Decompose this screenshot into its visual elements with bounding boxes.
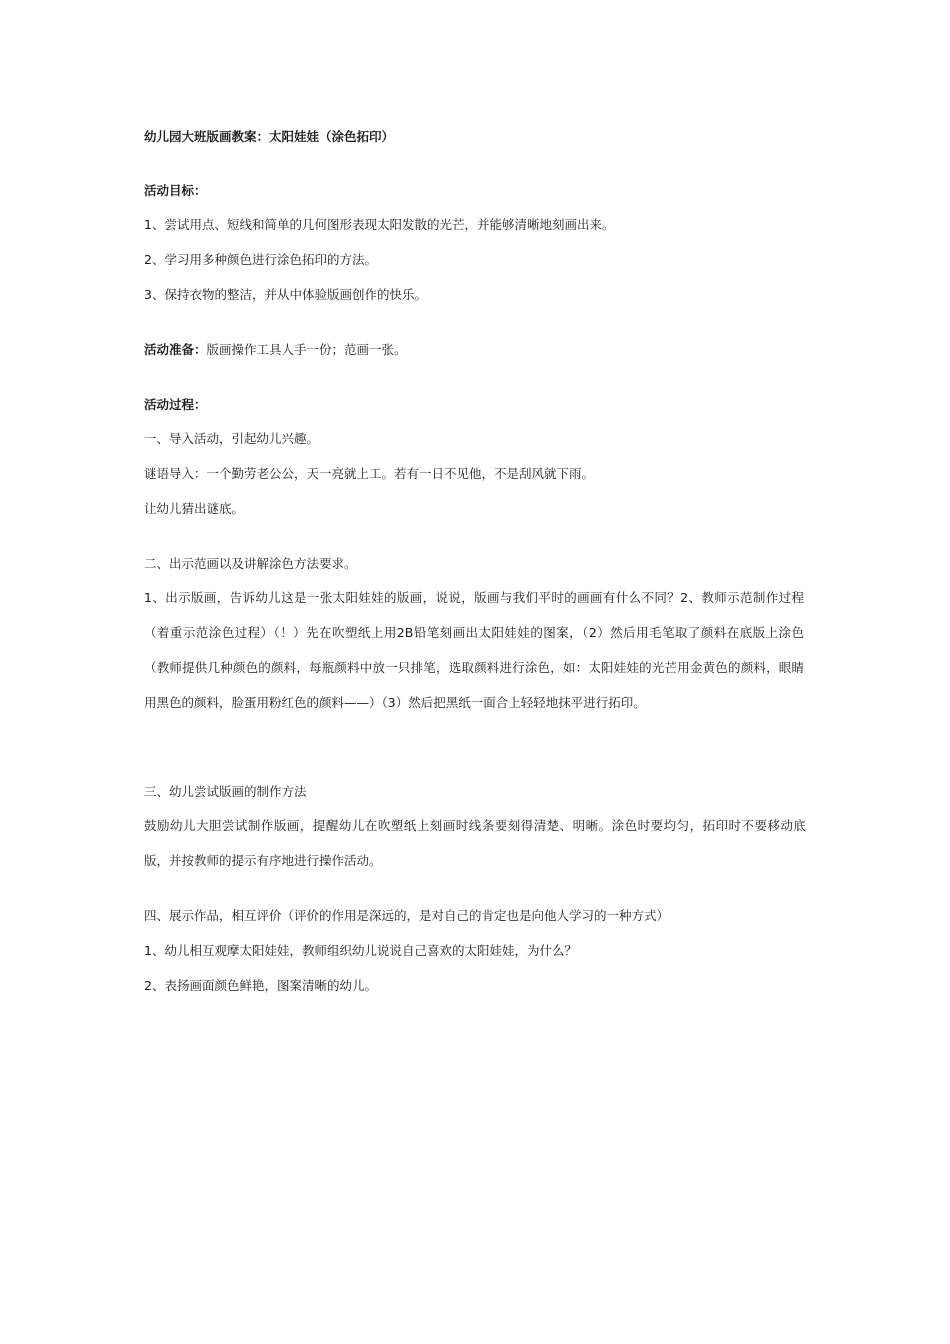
section-3-title: 三、幼儿尝试版画的制作方法 [144, 784, 307, 799]
prep-line [144, 341, 407, 359]
guess-text: 让幼儿猜出谜底。 [144, 501, 245, 516]
goal-item-3: 3、保持衣物的整洁，并从中体验版画创作的快乐。 [144, 287, 427, 302]
riddle-text: 谜语导入：一个勤劳老公公，天一亮就上工。若有一日不见他，不是刮风就下雨。 [144, 466, 595, 481]
process-heading: 活动过程： [144, 397, 207, 412]
goals-heading: 活动目标： [144, 183, 207, 198]
prep-text: 版画操作工具人手一份；范画一张。 [206, 342, 407, 357]
goal-item-2: 2、学习用多种颜色进行涂色拓印的方法。 [144, 252, 377, 267]
evaluation-item-1: 1、幼儿相互观摩太阳娃娃，教师组织幼儿说说自己喜欢的太阳娃娃，为什么？ [144, 943, 577, 958]
prep-heading: 活动准备： [144, 342, 207, 357]
goal-item-1: 1、尝试用点、短线和简单的几何图形表现太阳发散的光芒，并能够清晰地刻画出来。 [144, 217, 615, 232]
section-2-paragraph: 1、出示版画，告诉幼儿这是一张太阳娃娃的版画，说说，版画与我们平时的画画有什么不同？2、教师示范制作过程（着重示范涂色过程）（！）先在吹塑纸上用2B铅笔刻画出太阳娃娃的图案，（2）然后用毛笔取了颜料在底版上涂色（教师提供几种颜色的颜料，每瓶颜料中放一只排笔，选取颜料进行涂色，如：太阳娃娃的光芒用金黄色的颜料，眼睛用黑色的颜料，脸蛋用粉红色的颜料——）（3）然后把黑纸一面合上轻轻地抹平进行拓印。 [144, 590, 804, 710]
section-1-title: 一、导入活动，引起幼儿兴趣。 [144, 431, 320, 446]
evaluation-item-2: 2、表扬画面颜色鲜艳，图案清晰的幼儿。 [144, 978, 377, 993]
section-4-title: 四、展示作品，相互评价（评价的作用是深远的，是对自己的肯定也是向他人学习的一种方式） [144, 908, 670, 923]
section-3-paragraph: 鼓励幼儿大胆尝试制作版画，提醒幼儿在吹塑纸上刻画时线条要刻得清楚、明晰。涂色时要均匀，拓印时不要移动底版，并按教师的提示有序地进行操作活动。 [144, 818, 806, 868]
section-2-title: 二、出示范画以及讲解涂色方法要求。 [144, 556, 357, 571]
document-title: 幼儿园大班版画教案：太阳娃娃（涂色拓印） [144, 129, 395, 144]
